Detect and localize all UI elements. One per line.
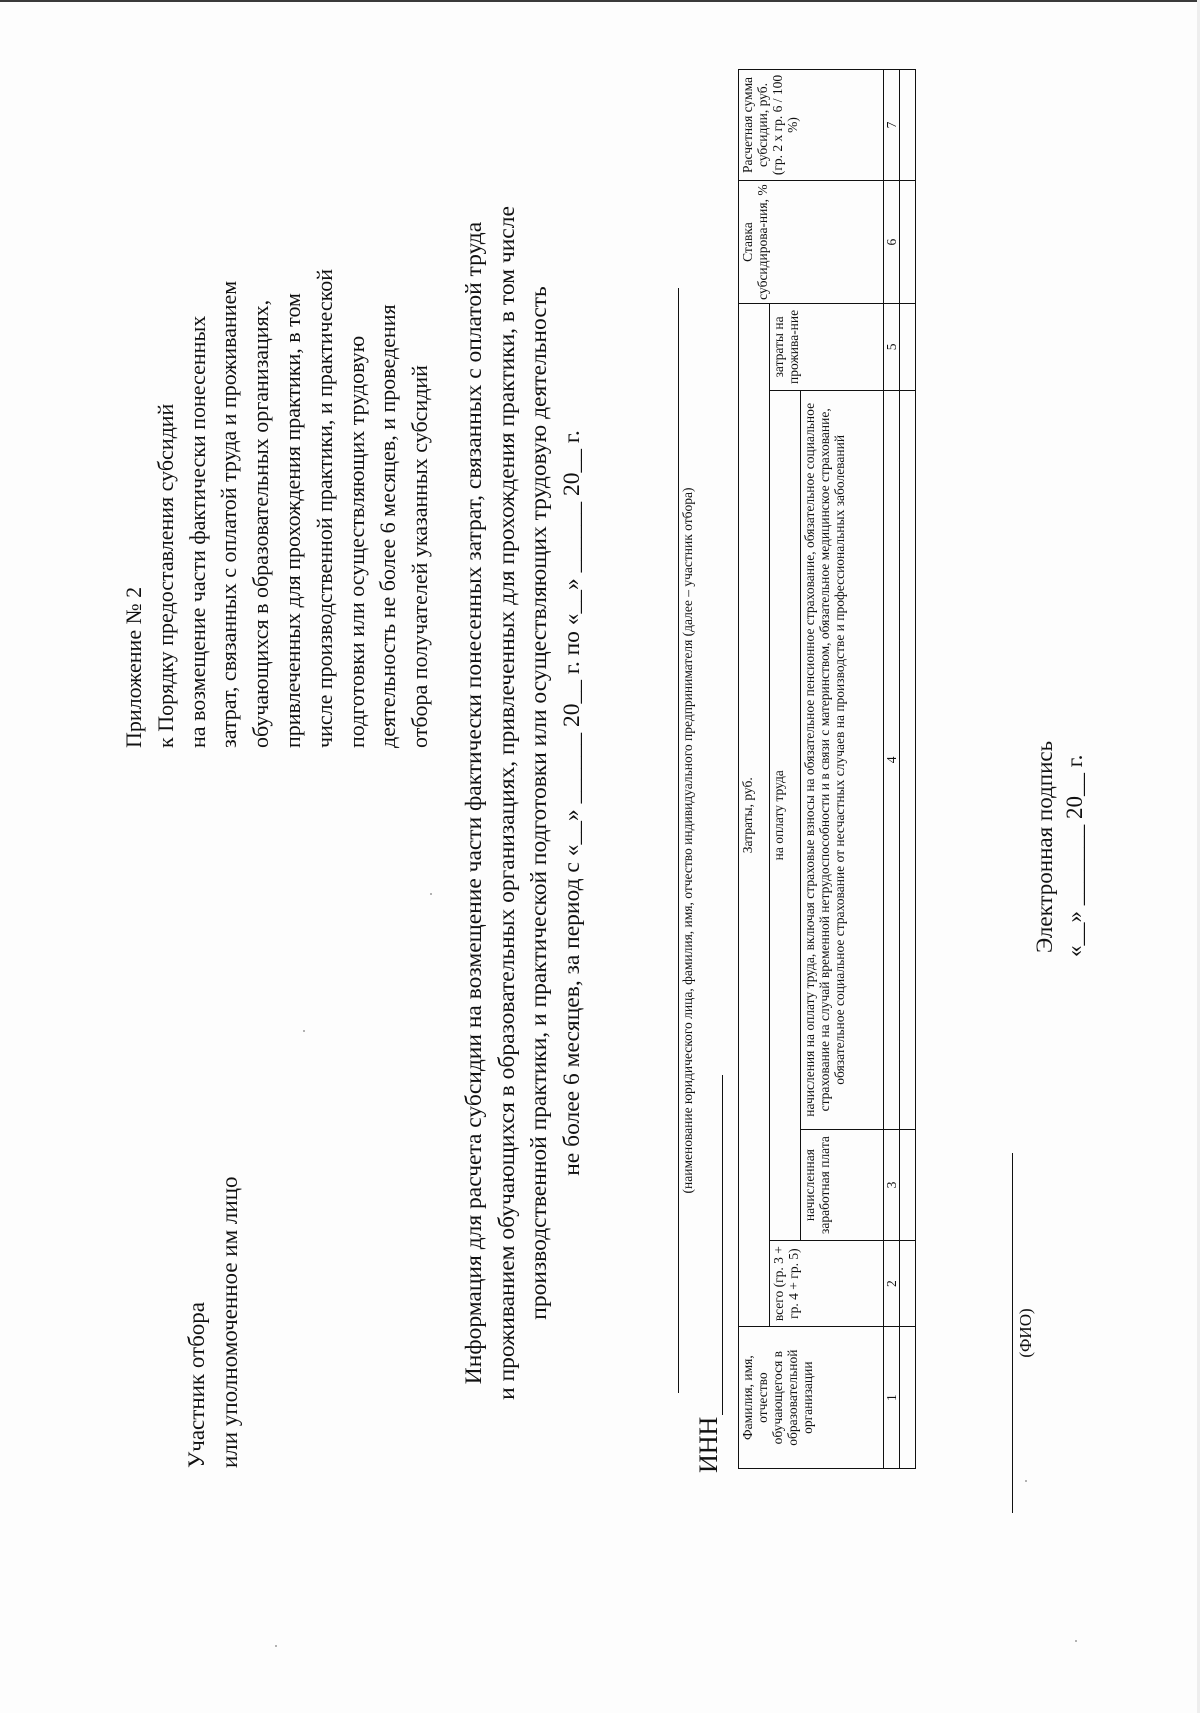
fio-field[interactable]: [1012, 1153, 1013, 1513]
signature-title: Электронная подпись: [1032, 740, 1057, 953]
appendix-line: привлеченных для прохождения практики, в том: [279, 293, 305, 748]
header-rate: Ставка субсидирова-ния, %: [739, 180, 884, 303]
table-cell[interactable]: [900, 1130, 916, 1241]
column-number: 2: [884, 1241, 900, 1327]
header-contributions: начисления на оплату труда, включая страховые взносы на обязательное пенсионное страхование, обязательное социальное страхование на случай временной нетрудоспособности и в связи с материнством, обязательное медицинское страхование, обязательное социальное страхование от несчастных случаев на производстве и профессиональных заболеваний: [801, 390, 884, 1130]
column-number: 5: [884, 304, 900, 390]
appendix-line: деятельность не более 6 месяцев, и проведения: [375, 304, 401, 748]
column-number: 6: [884, 180, 900, 303]
appendix-line: числе производственной практики, и практической: [311, 269, 337, 748]
document-title: [458, 43, 588, 1563]
column-number: 1: [884, 1327, 900, 1469]
column-number: 4: [884, 390, 900, 1130]
appendix-header: [118, 98, 436, 748]
subsidy-table: [738, 69, 916, 1469]
inn-field[interactable]: [722, 1075, 723, 1415]
participant-line: или уполномоченное им лицо: [217, 1176, 242, 1468]
organization-name-caption: (наименование юридического лица, фамилия, имя, отчество индивидуального предпринимателя (далее – участник отбора): [680, 487, 695, 1194]
table-cell[interactable]: [900, 70, 916, 181]
participant-label: [180, 1177, 246, 1469]
participant-line: Участник отбора: [184, 1301, 209, 1468]
header-total: всего (гр. 3 + гр. 4 + гр. 5): [770, 1241, 884, 1327]
appendix-line: Приложение № 2: [121, 586, 146, 748]
table-cell[interactable]: [900, 390, 916, 1130]
appendix-line: затрат, связанных с оплатой труда и проживанием: [216, 280, 242, 748]
appendix-line: к Порядку предоставления субсидий: [152, 403, 178, 748]
table-row: [900, 70, 916, 1469]
table-cell[interactable]: [900, 1241, 916, 1327]
appendix-line: обучающихся в образовательных организациях,: [248, 299, 274, 748]
header-fio: Фамилия, имя, отчество обучающегося в образовательной организации: [739, 1327, 884, 1469]
column-number: 3: [884, 1130, 900, 1241]
header-housing: затраты на прожива-ние: [770, 304, 884, 390]
title-line: производственной практики, и практической подготовки или осуществляющих трудовую деятельность: [526, 286, 552, 1320]
table-cell[interactable]: [900, 1327, 916, 1469]
signature-date: «__» _______ 20__ г.: [1062, 754, 1087, 957]
header-salary: начисленная заработная плата: [801, 1130, 884, 1241]
title-line: Информация для расчета субсидии на возмещение части фактически понесенных затрат, связанных с оплатой труда: [461, 221, 487, 1385]
appendix-line: подготовки или осуществляющих трудовую: [343, 335, 369, 748]
header-amount: Расчетная сумма субсидии, руб. (гр. 2 x гр. 6 / 100 %): [739, 70, 884, 181]
table-number-row: [884, 70, 900, 1469]
header-costs: Затраты, руб.: [739, 304, 770, 1327]
appendix-line: отбора получателей указанных субсидий: [407, 365, 433, 748]
table-cell[interactable]: [900, 180, 916, 303]
column-number: 7: [884, 70, 900, 181]
fio-caption: (ФИО): [1016, 1308, 1035, 1358]
header-labor: на оплату труда: [770, 390, 801, 1240]
title-line: и проживанием обучающихся в образовательных организациях, привлеченных для прохождения практики, в том числе: [493, 206, 520, 1400]
title-line: не более 6 месяцев, за период с «__» ______ 20__ г. по «__» ______ 20__ г.: [558, 430, 585, 1176]
organization-name-field[interactable]: [678, 288, 679, 1393]
table-header-row: [739, 70, 770, 1469]
table-cell[interactable]: [900, 304, 916, 390]
inn-label: ИНН: [694, 1416, 723, 1473]
appendix-line: на возмещение части фактически понесенных: [184, 315, 210, 748]
